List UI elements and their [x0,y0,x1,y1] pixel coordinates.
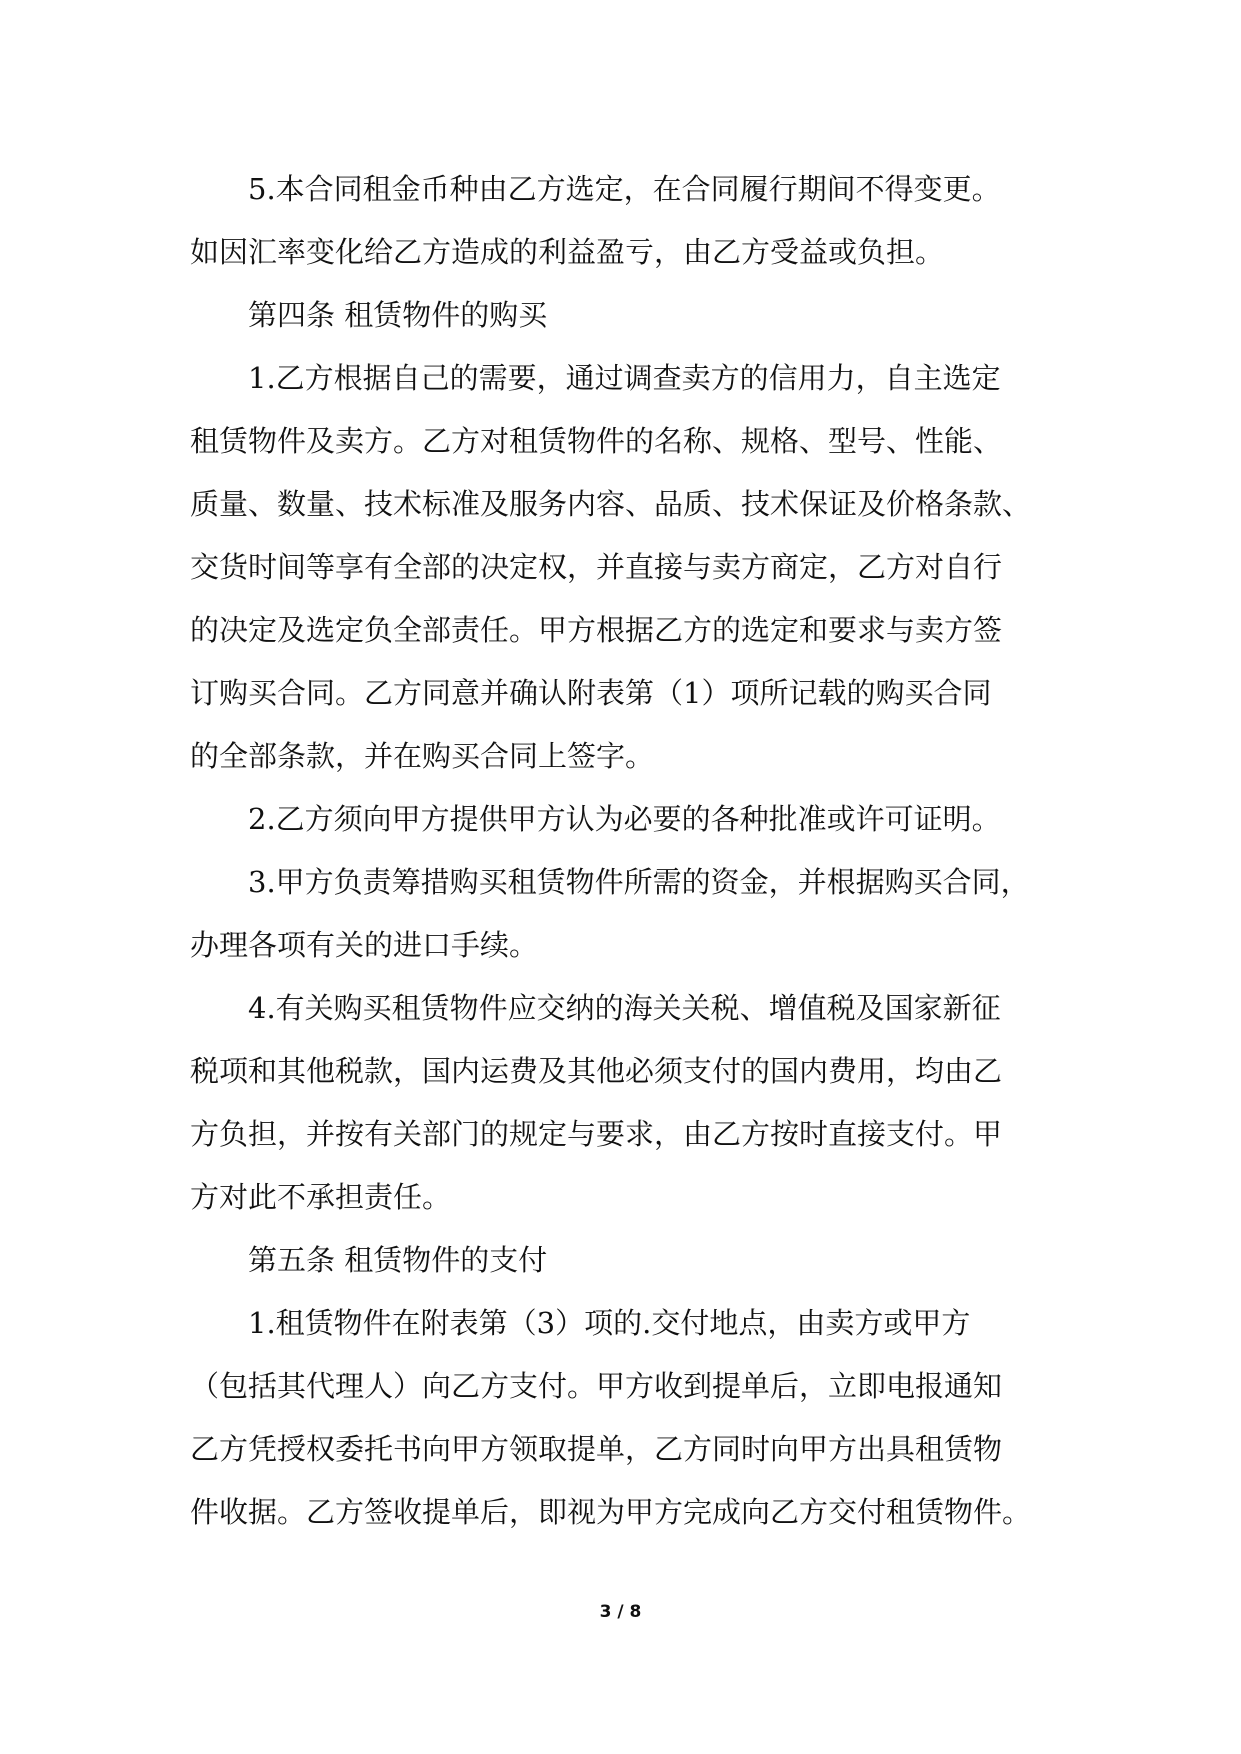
paragraph-line: 方对此不承担责任。 [190,1180,452,1214]
paragraph-line: 如因汇率变化给乙方造成的利益盈亏，由乙方受益或负担。 [190,235,945,269]
paragraph-line: 1.租赁物件在附表第（3）项的.交付地点，由卖方或甲方 [248,1306,971,1340]
paragraph-line: 2.乙方须向甲方提供甲方认为必要的各种批准或许可证明。 [248,802,1001,836]
section-heading: 第四条 租赁物件的购买 [248,298,548,332]
paragraph-line: 1.乙方根据自己的需要，通过调查卖方的信用力，自主选定 [248,361,1001,395]
paragraph-line: 的全部条款，并在购买合同上签字。 [190,739,655,773]
paragraph-line: 乙方凭授权委托书向甲方领取提单，乙方同时向甲方出具租赁物 [190,1432,1003,1466]
paragraph-line: （包括其代理人）向乙方支付。甲方收到提单后，立即电报通知 [190,1369,1003,1403]
paragraph-line: 税项和其他税款，国内运费及其他必须支付的国内费用，均由乙 [190,1054,1003,1088]
paragraph-line: 质量、数量、技术标准及服务内容、品质、技术保证及价格条款、 [190,487,1032,521]
paragraph-line: 4.有关购买租赁物件应交纳的海关关税、增值税及国家新征 [248,991,1001,1025]
document-body [190,158,1060,1544]
page-number: 3 / 8 [599,1602,642,1622]
paragraph-line: 件收据。乙方签收提单后，即视为甲方完成向乙方交付租赁物件。 [190,1495,1032,1529]
paragraph-line: 订购买合同。乙方同意并确认附表第（1）项所记载的购买合同 [190,676,992,710]
paragraph-line: 租赁物件及卖方。乙方对租赁物件的名称、规格、型号、性能、 [190,424,1003,458]
paragraph-line: 的决定及选定负全部责任。甲方根据乙方的选定和要求与卖方签 [190,613,1003,647]
paragraph-line: 3.甲方负责筹措购买租赁物件所需的资金，并根据购买合同， [248,865,1030,899]
paragraph-line: 办理各项有关的进口手续。 [190,928,539,962]
paragraph-line: 交货时间等享有全部的决定权，并直接与卖方商定，乙方对自行 [190,550,1003,584]
paragraph-line: 方负担，并按有关部门的规定与要求，由乙方按时直接支付。甲 [190,1117,1003,1151]
paragraph-line: 5.本合同租金币种由乙方选定，在合同履行期间不得变更。 [248,172,1001,206]
section-heading: 第五条 租赁物件的支付 [248,1243,548,1277]
